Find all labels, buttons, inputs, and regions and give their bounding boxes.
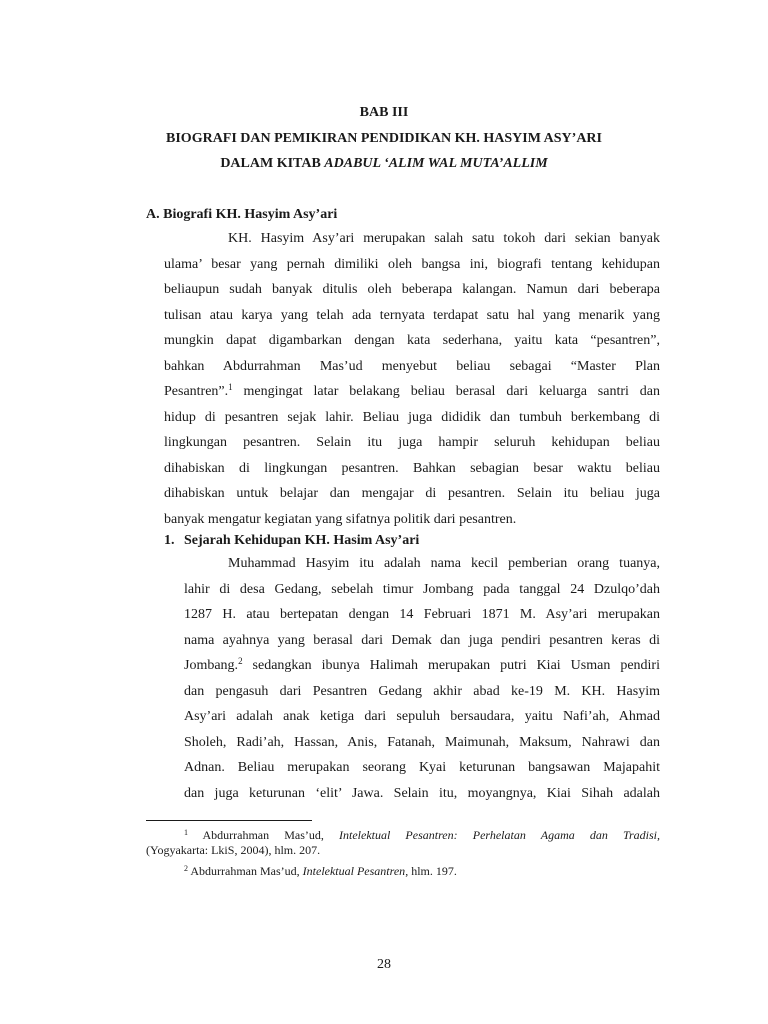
paragraph-line: lahir di desa Gedang, sebelah timur Jombang pada tanggal 24 Dzulqo’dah <box>184 581 660 597</box>
paragraph-line <box>164 383 660 409</box>
subsection-1-paragraph <box>184 555 660 810</box>
page-number: 28 <box>377 957 391 972</box>
paragraph-line: dihabiskan di lingkungan pesantren. Bahkan sebagian besar waktu beliau <box>164 460 660 476</box>
paragraph-line: 1287 H. atau bertepatan dengan 14 Februari 1871 M. Asy’ari merupakan <box>184 607 660 622</box>
paragraph-line: dihabiskan untuk belajar dan mengajar di pesantren. Selain itu beliau juga <box>164 486 660 501</box>
chapter-title-line-2 <box>0 155 768 173</box>
footnote-line: (Yogyakarta: LkiS, 2004), hlm. 207. <box>146 843 321 857</box>
paragraph-line: dan pengasuh dari Pesantren Gedang akhir abad ke-19 M. KH. Hasyim <box>184 683 660 699</box>
paragraph-line: hidup di pesantren sejak lahir. Beliau juga dididik dan tumbuh berkembang di <box>164 409 660 425</box>
section-a-paragraph <box>164 230 660 536</box>
chapter-title-prefix: DALAM KITAB <box>220 156 325 171</box>
paragraph-line: dan juga keturunan ‘elit’ Jawa. Selain itu, moyangnya, Kiai Sihah adalah <box>184 785 660 801</box>
paragraph-line: bahkan Abdurrahman Mas’ud menyebut beliau sebagai “Master Plan <box>164 358 660 374</box>
section-a-title: A. Biografi KH. Hasyim Asy’ari <box>146 207 338 222</box>
paragraph-line: nama ayahnya yang berasal dari Demak dan juga pendiri pesantren keras di <box>184 632 660 648</box>
chapter-label: BAB III <box>359 105 409 120</box>
footnote-author: Abdurrahman Mas’ud, <box>188 828 339 842</box>
line-text: Jombang. <box>184 658 239 673</box>
line-text: sedangkan ibunya Halimah merupakan putri Kiai Usman pendiri <box>242 658 660 673</box>
subsection-number: 1. <box>164 533 175 548</box>
paragraph-line: Adnan. Beliau merupakan seorang Kyai keturunan bangsawan Majapahit <box>184 760 660 775</box>
subsection-title-text: Sejarah Kehidupan KH. Hasim Asy’ari <box>184 533 420 548</box>
footnote-2 <box>184 864 457 879</box>
paragraph-line <box>184 657 660 683</box>
paragraph-line: KH. Hasyim Asy’ari merupakan salah satu tokoh dari sekian banyak <box>228 231 660 246</box>
footnote-author: Abdurrahman Mas’ud, <box>188 864 303 878</box>
footnote-number: 2 <box>184 864 188 873</box>
subsection-1-title <box>164 532 419 550</box>
footnote-ref-2: 2 <box>238 657 243 666</box>
footnote-title: Intelektual Pesantren: Perhelatan Agama dan Tradisi, <box>339 828 660 842</box>
paragraph-line: Asy’ari adalah anak ketiga dari sepuluh bersaudara, yaitu Nafi’ah, Ahmad <box>184 709 660 724</box>
paragraph-line: Sholeh, Radi’ah, Hassan, Anis, Fatanah, Maimunah, Maksum, Nahrawi dan <box>184 734 660 750</box>
paragraph-line: tulisan atau karya yang telah ada ternyata terdapat satu hal yang menarik yang <box>164 307 660 323</box>
footnote-divider <box>146 820 312 821</box>
footnote-1 <box>146 828 660 858</box>
footnote-rest: , hlm. 197. <box>405 864 457 878</box>
line-text: Pesantren”. <box>164 384 229 399</box>
paragraph-line: banyak mengatur kegiatan yang sifatnya politik dari pesantren. <box>164 511 517 527</box>
footnote-line <box>146 828 660 843</box>
paragraph-line: Muhammad Hasyim itu adalah nama kecil pemberian orang tuanya, <box>228 556 660 571</box>
paragraph-line: lingkungan pesantren. Selain itu juga hampir seluruh kehidupan beliau <box>164 435 660 450</box>
footnote-title: Intelektual Pesantren <box>302 864 406 878</box>
line-text: mengingat latar belakang beliau berasal dari keluarga santri dan <box>232 384 660 399</box>
paragraph-line: mungkin dapat digambarkan dengan kata sederhana, yaitu kata “pesantren”, <box>164 333 660 348</box>
paragraph-line: beliaupun sudah banyak ditulis oleh beberapa kalangan. Namun dari beberapa <box>164 282 660 297</box>
footnote-number: 1 <box>184 828 188 837</box>
footnote-ref-1: 1 <box>228 383 233 392</box>
paragraph-line: ulama’ besar yang pernah dimiliki oleh bangsa ini, biografi tentang kehidupan <box>164 256 660 272</box>
chapter-title-line-1: BIOGRAFI DAN PEMIKIRAN PENDIDIKAN KH. HASYIM ASY’ARI <box>166 131 602 146</box>
book-title: ADABUL ‘ALIM WAL MUTA’ALLIM <box>324 156 548 171</box>
